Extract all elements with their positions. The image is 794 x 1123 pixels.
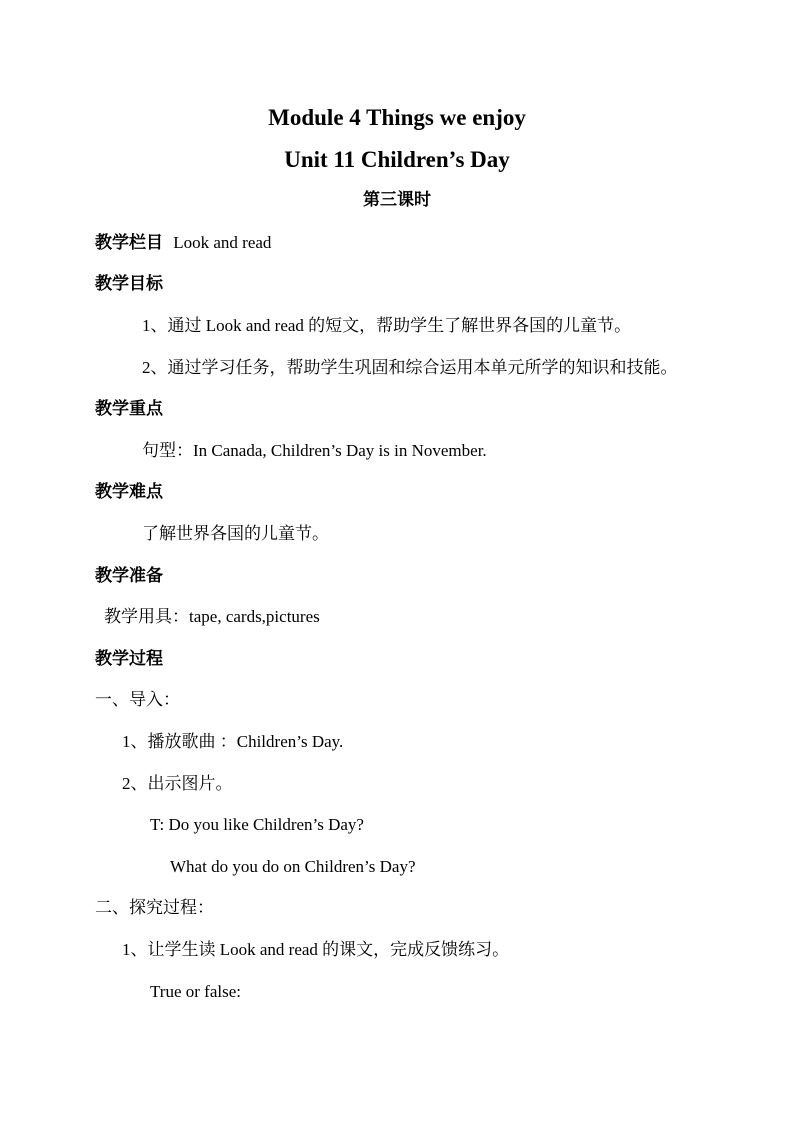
process-heading: 教学过程 (95, 649, 163, 668)
objective-1: 1、通过 Look and read 的短文，帮助学生了解世界各国的儿童节。 (142, 316, 632, 335)
key-point-sentence: 句型：In Canada, Children’s Day is in November. (142, 441, 487, 460)
module-title: Module 4 Things we enjoy (268, 105, 526, 130)
step2-item-1: 1、让学生读 Look and read 的课文，完成反馈练习。 (122, 940, 510, 959)
step1-item-1: 1、播放歌曲 ：Children’s Day. (122, 732, 344, 751)
difficulty-heading: 教学难点 (95, 482, 163, 501)
step2-heading: 二、探究过程： (95, 898, 214, 917)
preparation-heading: 教学准备 (95, 566, 163, 585)
preparation-text: 教学用具：tape, cards,pictures (104, 607, 320, 626)
teaching-column-value: Look and read (173, 233, 272, 252)
difficulty-text: 了解世界各国的儿童节。 (142, 524, 329, 543)
step1-item-2: 2、出示图片。 (122, 774, 233, 793)
key-points-heading: 教学重点 (95, 399, 163, 418)
unit-title: Unit 11 Children’s Day (284, 147, 510, 172)
teaching-column-row (95, 233, 271, 253)
dialog-line-1: T: Do you like Children’s Day? (150, 815, 364, 834)
dialog-line-2: What do you do on Children’s Day? (170, 857, 416, 876)
objectives-heading: 教学目标 (95, 274, 163, 293)
step1-heading: 一、导入： (95, 690, 180, 709)
lesson-label: 第三课时 (363, 190, 431, 209)
teaching-column-heading: 教学栏目 (95, 233, 163, 252)
objective-2: 2、通过学习任务，帮助学生巩固和综合运用本单元所学的知识和技能。 (142, 358, 678, 377)
true-false-label: True or false: (150, 982, 241, 1001)
